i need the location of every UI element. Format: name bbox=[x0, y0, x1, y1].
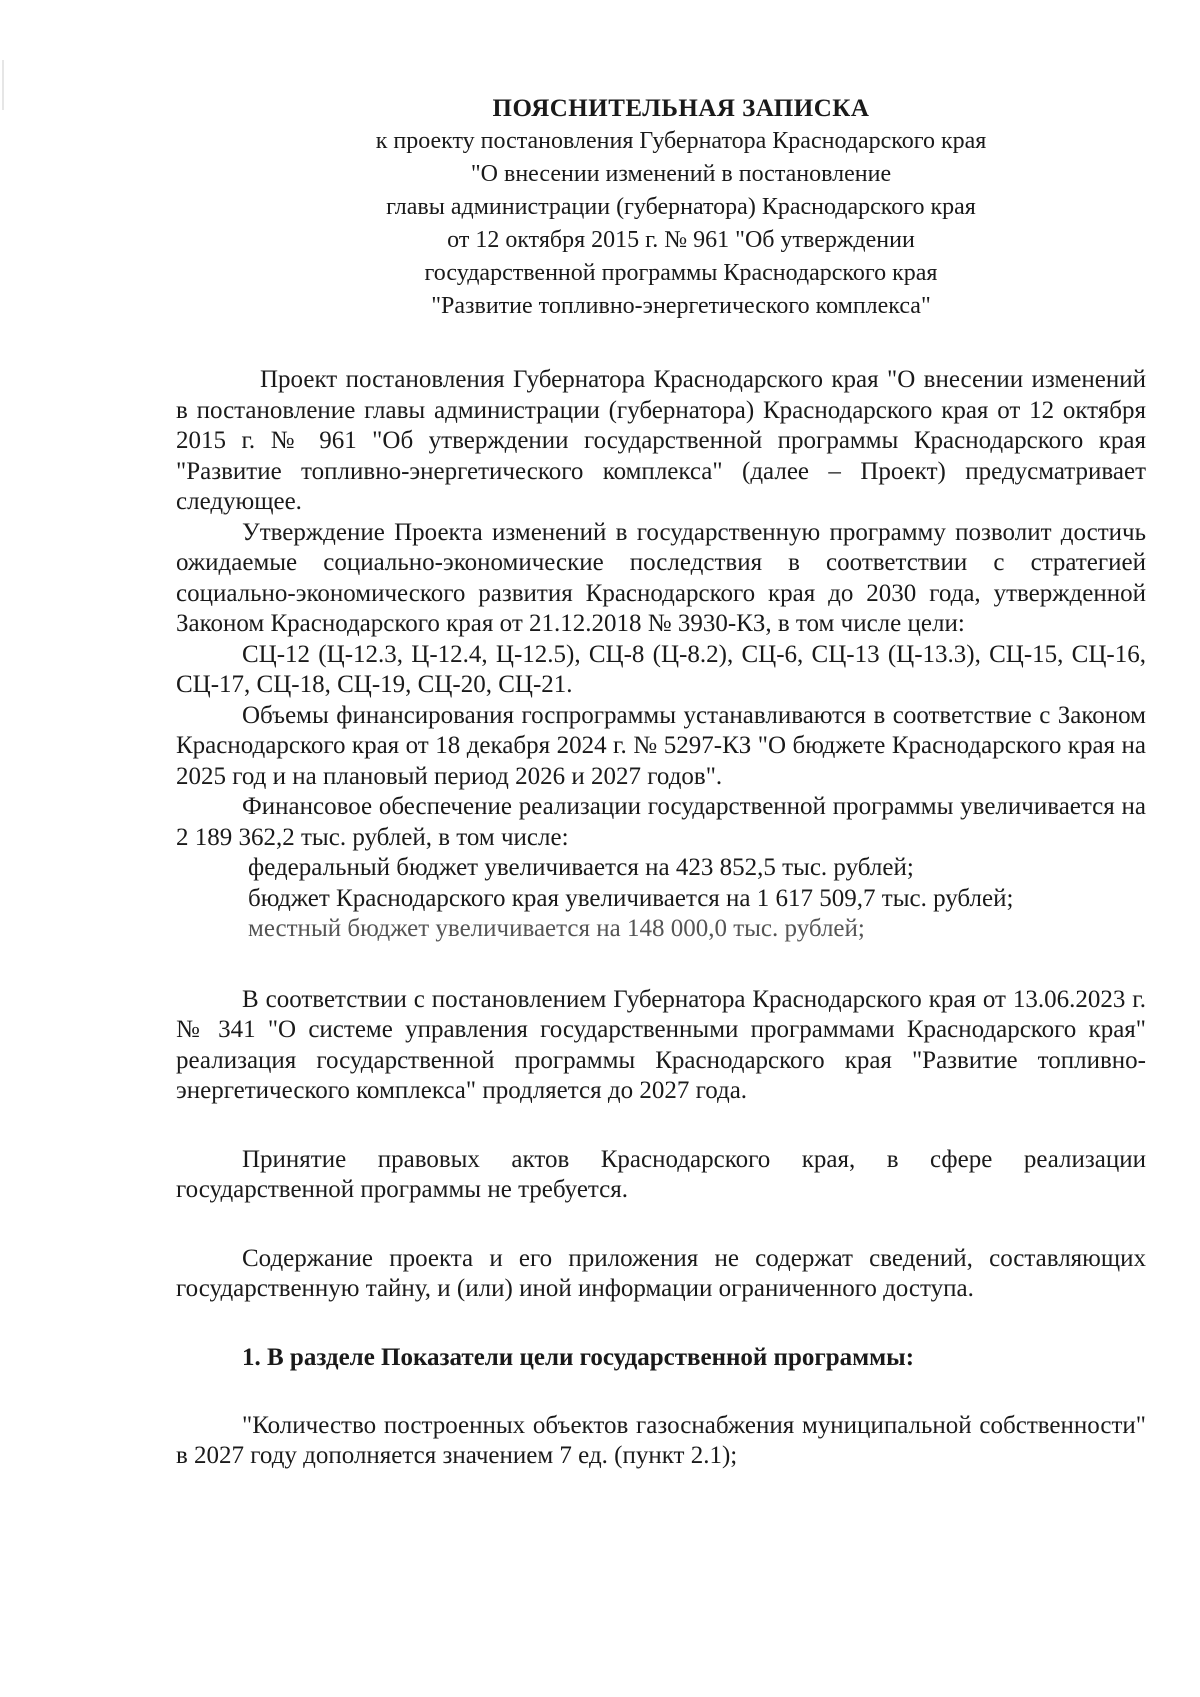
paragraph-project-intro: Проект постановления Губернатора Краснодарского края "О внесении изменений в постановление главы администрации (губернатора) Краснодарского края от 12 октября 2015 г. № 961 "Об утверждении государственной программы Краснодарского края "Развитие топливно-энергетического комплекса" (далее – Проект) предусматривает следующее. bbox=[176, 366, 1146, 515]
line-federal-budget: федеральный бюджет увеличивается на 423 852,5 тыс. рублей; bbox=[248, 854, 914, 881]
spacer bbox=[176, 945, 1146, 985]
spacer bbox=[176, 1107, 1146, 1145]
line-regional-budget: бюджет Краснодарского края увеличивается на 1 617 509,7 тыс. рублей; bbox=[248, 884, 1014, 912]
header-line-2: "О внесении изменений в постановление bbox=[470, 161, 892, 187]
paragraph-legal-acts: Принятие правовых актов Краснодарского края, в сфере реализации государственной программы не требуется. bbox=[176, 1145, 1146, 1203]
header-line-3: главы администрации (губернатора) Краснодарского края bbox=[386, 194, 976, 220]
paragraph-confidentiality: Содержание проекта и его приложения не содержат сведений, составляющих государственную тайну, и (или) иной информации ограниченного доступа. bbox=[176, 1244, 1146, 1302]
scan-edge-mark bbox=[2, 60, 4, 110]
spacer bbox=[176, 1305, 1146, 1343]
paragraph-financing: Финансовое обеспечение реализации государственной программы увеличивается на 2 189 362,2 тыс. рублей, в том числе: bbox=[176, 793, 1146, 851]
header-line-1: к проекту постановления Губернатора Краснодарского края bbox=[375, 128, 987, 154]
paragraph-budget-law: Объемы финансирования госпрограммы устанавливаются в соответствие с Законом Краснодарского края от 18 декабря 2024 г. № 5297-КЗ "О бюджете Краснодарского края на 2025 год и на плановый период 2026 и 2027 годов". bbox=[176, 701, 1146, 790]
paragraph-gas-objects: "Количество построенных объектов газоснабжения муниципальной собственности" в 2027 году дополняется значением 7 ед. (пункт 2.1); bbox=[176, 1411, 1146, 1469]
document-header bbox=[216, 92, 1146, 323]
spacer bbox=[176, 1373, 1146, 1411]
header-line-4: от 12 октября 2015 г. № 961 "Об утверждении bbox=[447, 227, 915, 253]
document-page bbox=[176, 92, 1146, 1472]
header-line-5: государственной программы Краснодарского края bbox=[424, 260, 938, 286]
line-local-budget: местный бюджет увеличивается на 148 000,0 тыс. рублей; bbox=[248, 915, 865, 942]
header-line-6: "Развитие топливно-энергетического комплекса" bbox=[431, 293, 931, 319]
paragraph-goals-list: СЦ-12 (Ц-12.3, Ц-12.4, Ц-12.5), СЦ-8 (Ц-8.2), СЦ-6, СЦ-13 (Ц-13.3), СЦ-15, СЦ-16, СЦ-17, СЦ-18, СЦ-19, СЦ-20, СЦ-21. bbox=[176, 640, 1146, 698]
paragraph-program-extension: В соответствии с постановлением Губернатора Краснодарского края от 13.06.2023 г. № 341 "О системе управления государственными программами Краснодарского края" реализация государственной программы Краснодарского края "Развитие топливно-энергетического комплекса" продляется до 2027 года. bbox=[176, 985, 1146, 1104]
document-title: ПОЯСНИТЕЛЬНАЯ ЗАПИСКА bbox=[492, 95, 870, 122]
paragraph-strategy: Утверждение Проекта изменений в государственную программу позволит достичь ожидаемые социально-экономические последствия в соответствии с стратегией социально-экономического развития Краснодарского края до 2030 года, утвержденной Законом Краснодарского края от 21.12.2018 № 3930-КЗ, в том числе цели: bbox=[176, 518, 1146, 637]
spacer bbox=[176, 1206, 1146, 1244]
section-1-title: 1. В разделе Показатели цели государственной программы: bbox=[242, 1343, 915, 1371]
spacer bbox=[176, 323, 1146, 365]
